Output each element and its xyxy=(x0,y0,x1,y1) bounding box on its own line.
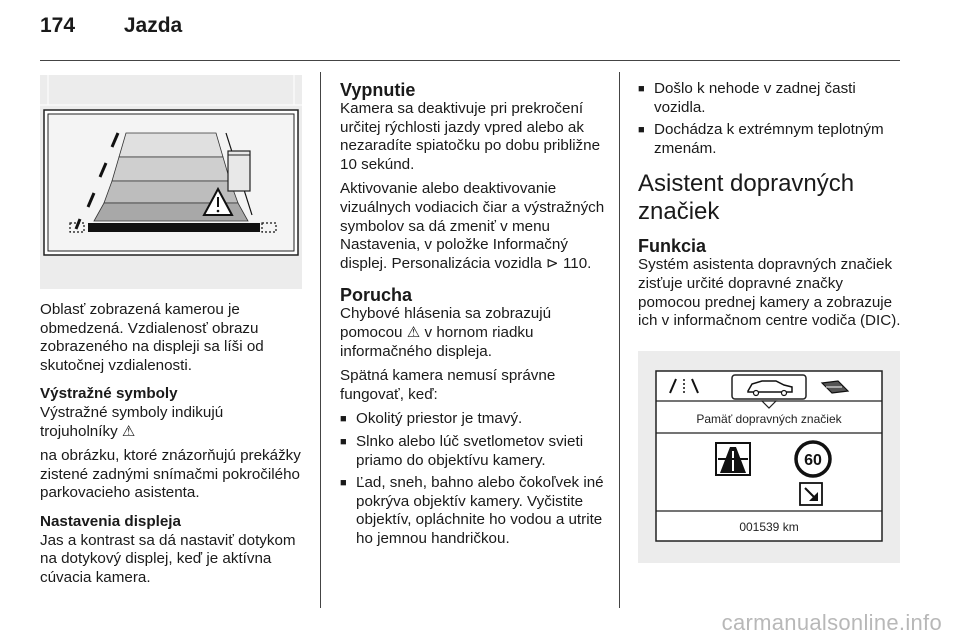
deactivation-heading: Vypnutie xyxy=(340,80,416,100)
column-1 xyxy=(40,75,304,593)
warning-symbols-text-2: na obrázku, ktoré znázorňujú prekážky zistené zadnými snímačmi pokročilého parkovacieho asistenta. xyxy=(40,447,301,502)
rear-camera-figure xyxy=(40,75,302,289)
header-rule xyxy=(40,60,900,61)
list-item: ■ Ľad, sneh, bahno alebo čokoľvek iné pokrýva objektív kamery. Vyčistite objektív, opláchnite ho vodou a utrite ho jemnou handričkou. xyxy=(340,474,608,548)
display-settings-heading: Nastavenia displeja xyxy=(40,512,181,530)
page-number: 174 xyxy=(40,14,76,37)
dic-title: Pamäť dopravných značiek xyxy=(696,411,842,426)
dic-display-figure xyxy=(638,351,900,563)
warning-symbols-heading: Výstražné symboly xyxy=(40,385,178,403)
function-text: Systém asistenta dopravných značiek zisťuje určité dopravné značky pomocou prednej kamery a zobrazuje ich v informačnom centre vodiča (DIC). xyxy=(638,256,901,330)
column-divider-1 xyxy=(320,72,321,608)
list-item: ■ Dochádza k extrémnym teplotným zmenám. xyxy=(638,121,908,158)
section-title: Jazda xyxy=(123,14,183,37)
fault-conditions-list-continued xyxy=(638,80,908,158)
warning-triangle-icon: ⚠ xyxy=(406,323,421,341)
page-reference-icon: ⊳ xyxy=(545,254,559,272)
fault-conditions-list xyxy=(340,410,608,548)
function-heading: Funkcia xyxy=(638,236,707,257)
motorway-sign-icon xyxy=(716,443,750,475)
fault-text-2: Spätná kamera nemusí správne fungovať, keď: xyxy=(340,367,556,403)
speed-limit-value: 60 xyxy=(804,451,822,469)
diagonal-arrow-icon xyxy=(800,483,822,505)
fault-heading: Porucha xyxy=(340,285,413,306)
fault-text: Chybové hlásenia sa zobrazujú pomocou ⚠ v hornom riadku informačného displeja. xyxy=(340,305,552,360)
column-divider-2 xyxy=(619,72,620,608)
column-2 xyxy=(340,80,608,554)
warning-symbols-text: Výstražné symboly indikujú trojuholníky ⚠ xyxy=(40,403,224,440)
watermark: carmanualsonline.info xyxy=(721,610,942,635)
warning-triangle-icon: ⚠ xyxy=(121,422,136,440)
column-3 xyxy=(638,80,908,563)
display-settings-text: Jas a kontrast sa dá nastaviť dotykom na dotykový displej, keď je aktívna cúvacia kamera. xyxy=(40,531,296,586)
deactivation-text: Kamera sa deaktivuje pri prekročení určitej rýchlosti jazdy vpred alebo ak nezaradíte spiatočku po dobu približne 10 sekúnd. xyxy=(340,100,601,173)
list-item: ■ Došlo k nehode v zadnej časti vozidla. xyxy=(638,80,908,117)
traffic-sign-assistant-heading: Asistent dopravných značiek xyxy=(638,170,855,226)
figure-note: Oblasť zobrazená kamerou je obmedzená. Vzdialenosť obrazu zobrazeného na displeji sa líši od skutočnej vzdialenosti. xyxy=(40,301,264,374)
list-item: ■ Okolitý priestor je tmavý. xyxy=(340,410,608,429)
odometer-readout: 001539 km xyxy=(739,519,799,534)
speed-limit-sign-icon xyxy=(796,442,830,476)
deactivation-text-2: Aktivovanie alebo deaktivovanie vizuálnych vodiacich čiar a výstražných symbolov sa dá zmeniť v menu Nastavenia, v položke Informačný displej. Personalizácia vozidla ⊳ 110. xyxy=(340,180,605,272)
page-header xyxy=(40,14,182,38)
list-item: ■ Slnko alebo lúč svetlometov svieti priamo do objektívu kamery. xyxy=(340,433,608,470)
